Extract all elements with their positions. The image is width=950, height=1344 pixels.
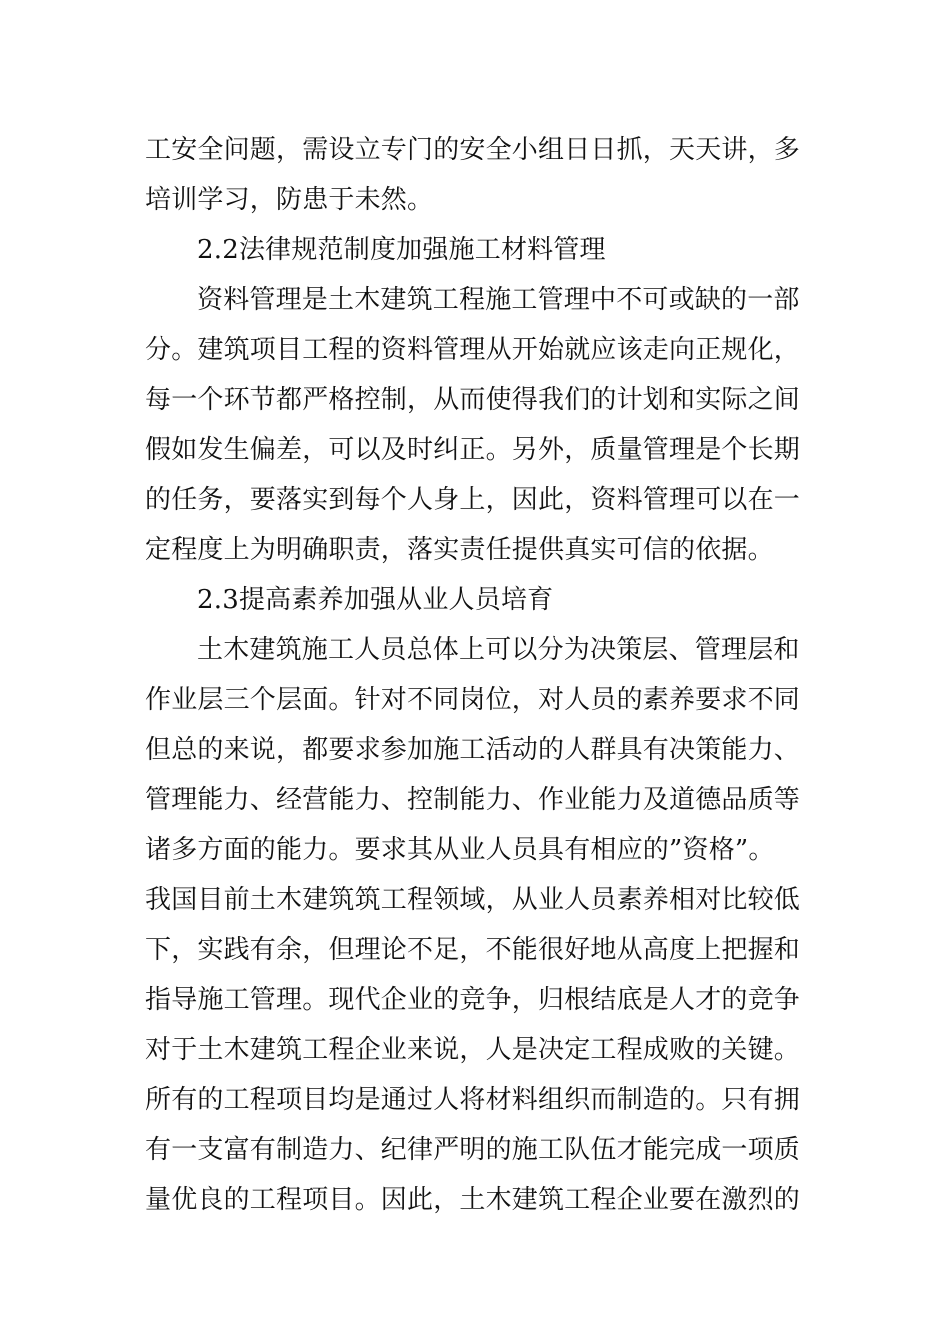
paragraph-line: 管理能力、经营能力、控制能力、作业能力及道德品质等 [145, 785, 801, 815]
paragraph-line: 定程度上为明确职责，落实责任提供真实可信的依据。 [145, 535, 774, 565]
paragraph-line: 每一个环节都严格控制，从而使得我们的计划和实际之间 [145, 385, 801, 415]
paragraph-line: 我国目前土木建筑筑工程领域，从业人员素养相对比较低 [145, 885, 801, 915]
paragraph-line: 诸多方面的能力。要求其从业人员具有相应的”资格”。 [145, 835, 775, 865]
paragraph-line: 资料管理是土木建筑工程施工管理中不可或缺的一部 [197, 285, 800, 315]
paragraph-line: 下，实践有余，但理论不足，不能很好地从高度上把握和 [145, 935, 801, 965]
paragraph-line: 量优良的工程项目。因此，土木建筑工程企业要在激烈的 [145, 1185, 801, 1215]
paragraph-line: 所有的工程项目均是通过人将材料组织而制造的。只有拥 [145, 1085, 801, 1115]
paragraph-line: 工安全问题，需设立专门的安全小组日日抓，天天讲，多 [145, 135, 801, 165]
paragraph-line: 分。建筑项目工程的资料管理从开始就应该走向正规化， [145, 335, 801, 365]
section-heading: 2.3提高素养加强从业人员培育 [197, 585, 554, 615]
paragraph-line: 的任务，要落实到每个人身上，因此，资料管理可以在一 [145, 485, 801, 515]
paragraph-line: 对于土木建筑工程企业来说，人是决定工程成败的关键。 [145, 1035, 801, 1065]
section-heading: 2.2法律规范制度加强施工材料管理 [197, 235, 606, 265]
paragraph-line: 指导施工管理。现代企业的竞争，归根结底是人才的竞争 [145, 985, 801, 1015]
paragraph-line: 土木建筑施工人员总体上可以分为决策层、管理层和 [197, 635, 800, 665]
paragraph-line: 有一支富有制造力、纪律严明的施工队伍才能完成一项质 [145, 1135, 801, 1165]
paragraph-line: 作业层三个层面。针对不同岗位，对人员的素养要求不同 [145, 685, 801, 715]
paragraph-line: 培训学习，防患于未然。 [145, 185, 434, 215]
paragraph-line: 但总的来说，都要求参加施工活动的人群具有决策能力、 [145, 735, 801, 765]
paragraph-line: 假如发生偏差，可以及时纠正。另外，质量管理是个长期 [145, 435, 801, 465]
